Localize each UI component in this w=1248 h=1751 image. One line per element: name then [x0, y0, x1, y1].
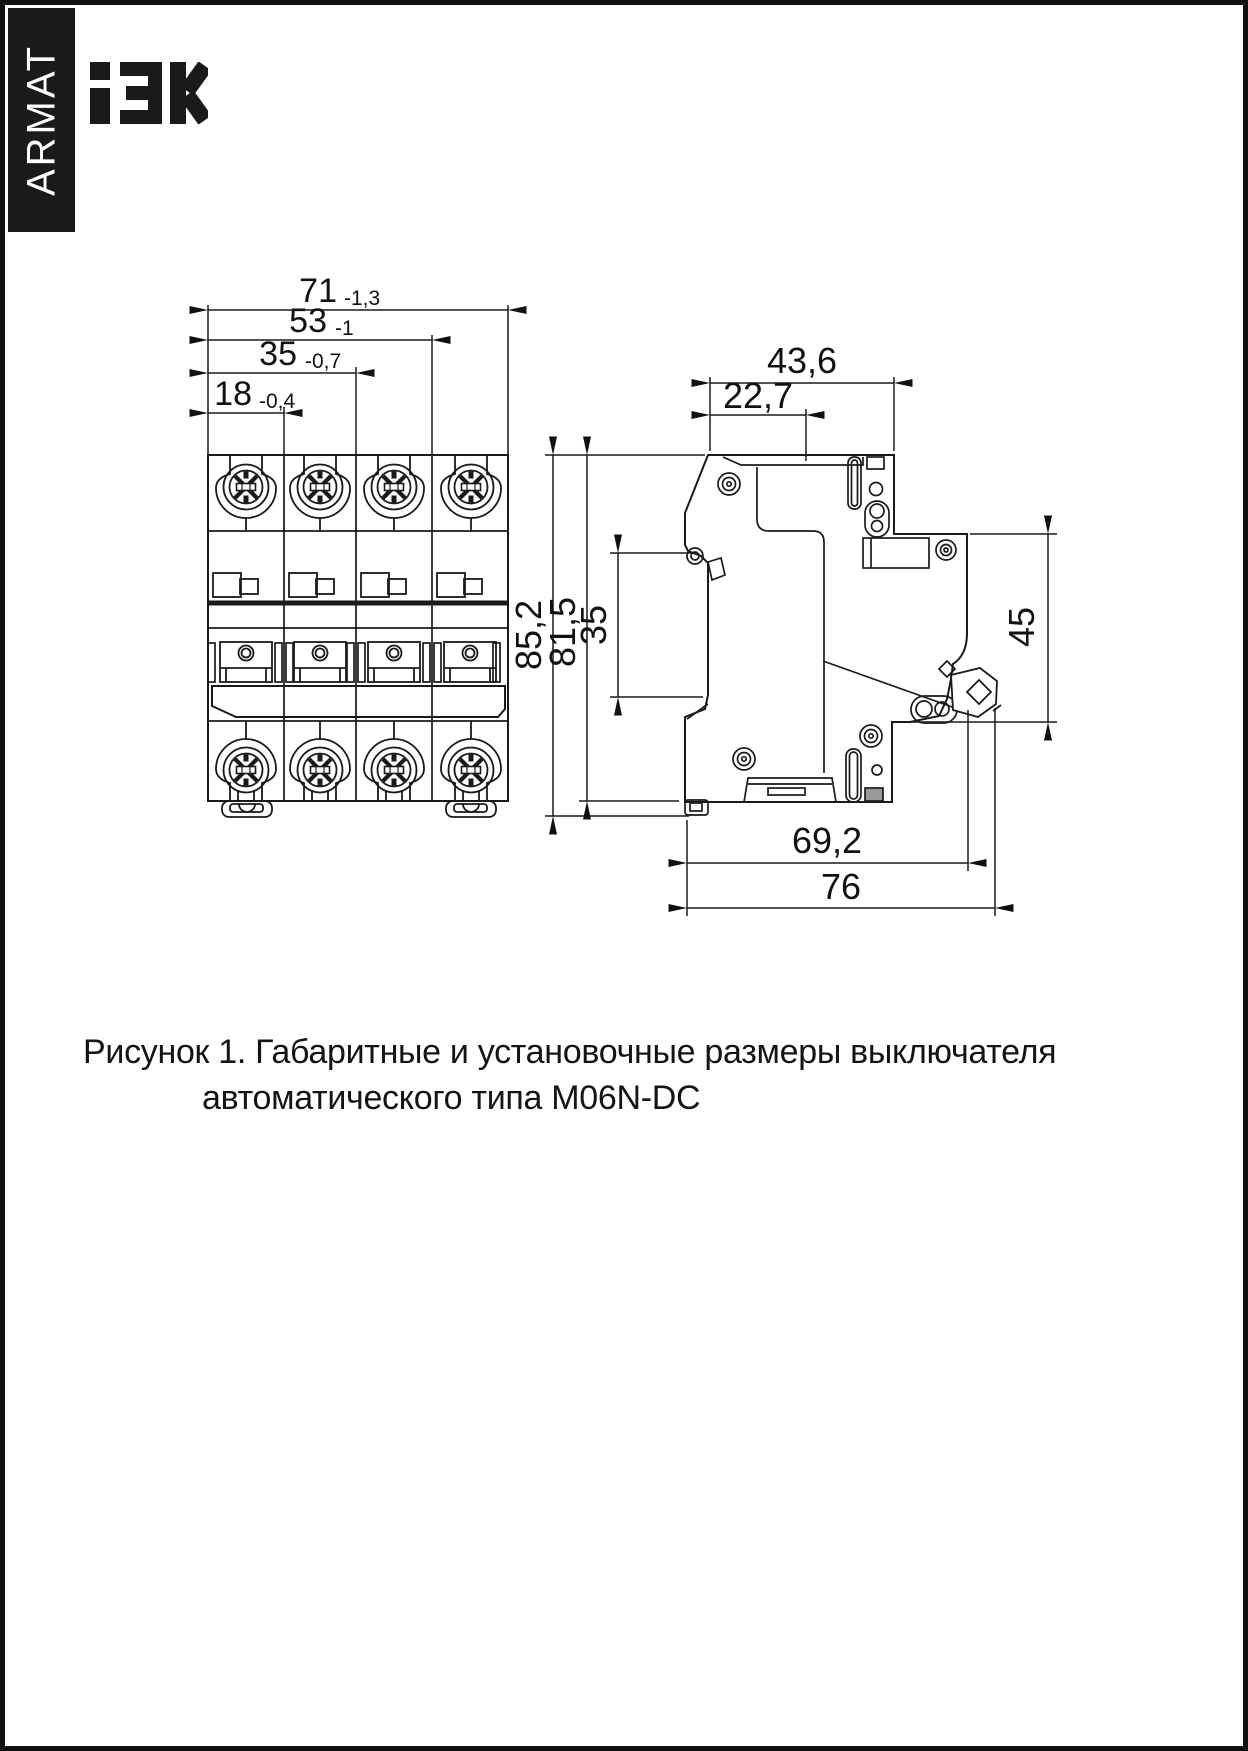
screw-boss-icon	[718, 473, 740, 495]
screw-terminal-icon	[290, 721, 350, 802]
iek-logo-glyphs	[90, 62, 205, 124]
brand-bar	[8, 8, 75, 232]
screw-boss-icon	[860, 725, 882, 747]
toggle-tab	[437, 573, 482, 597]
screw-terminal-icon	[290, 455, 350, 531]
mounting-foot	[222, 801, 272, 817]
dimension-width-35-tolerance: -0,7	[305, 350, 342, 373]
side-view-dimensions	[687, 340, 1057, 916]
dimension-width-53-tolerance: -1	[335, 317, 354, 340]
mounting-foot	[446, 801, 496, 817]
dimension-height-case: 81,5	[542, 596, 583, 668]
screw-terminal-icon	[216, 721, 276, 802]
brand-vertical-label: ARMAT	[19, 43, 63, 197]
terminal-block	[368, 642, 420, 682]
screw-boss-icon	[733, 748, 755, 770]
toggle-tab	[289, 573, 334, 597]
dimension-width-35: 35	[259, 335, 297, 373]
screw-terminal-icon	[216, 455, 276, 531]
dimension-width-71-tolerance: -1,3	[344, 287, 381, 310]
toggle-lever	[951, 668, 1001, 717]
front-face-screw-icon	[936, 540, 956, 560]
dimension-depth-total: 76	[820, 866, 862, 907]
dimension-width-53: 53	[289, 302, 327, 340]
dimension-front-face-height: 45	[1001, 606, 1042, 648]
iek-logo	[90, 62, 208, 124]
side-internal-details	[685, 457, 957, 815]
toggle-tab	[361, 573, 406, 597]
screw-terminal-icon	[441, 721, 501, 802]
figure-drawing	[145, 235, 1075, 935]
terminal-block	[294, 642, 346, 682]
dimension-width-18: 18	[214, 375, 252, 413]
terminal-block	[444, 642, 496, 682]
side-body-outline	[685, 455, 967, 802]
front-section-lines	[208, 531, 508, 721]
dimension-width-71: 71	[299, 272, 337, 310]
terminal-block	[220, 642, 272, 682]
figure-caption-line-2: автоматического типа M06N-DC	[202, 1079, 701, 1117]
figure-caption-line-1: Рисунок 1. Габаритные и установочные размеры выключателя	[83, 1033, 1057, 1071]
dimension-width-18-tolerance: -0,4	[259, 390, 296, 413]
front-view-dimensions	[208, 272, 508, 455]
dimension-depth-lower: 69,2	[791, 820, 863, 861]
dimension-din-recess: 35	[573, 604, 614, 646]
label-strip	[212, 686, 505, 717]
dimension-height-total: 85,2	[508, 599, 549, 671]
dimension-depth-front-top: 22,7	[722, 375, 794, 416]
dimension-depth-top: 43,6	[766, 340, 838, 381]
toggle-tab	[213, 573, 258, 597]
screw-terminal-icon	[364, 721, 424, 802]
front-view-drawing	[208, 455, 508, 817]
side-view-drawing	[685, 455, 1001, 815]
height-dimensions	[508, 455, 705, 816]
screw-terminal-icon	[441, 455, 501, 531]
screw-terminal-icon	[364, 455, 424, 531]
